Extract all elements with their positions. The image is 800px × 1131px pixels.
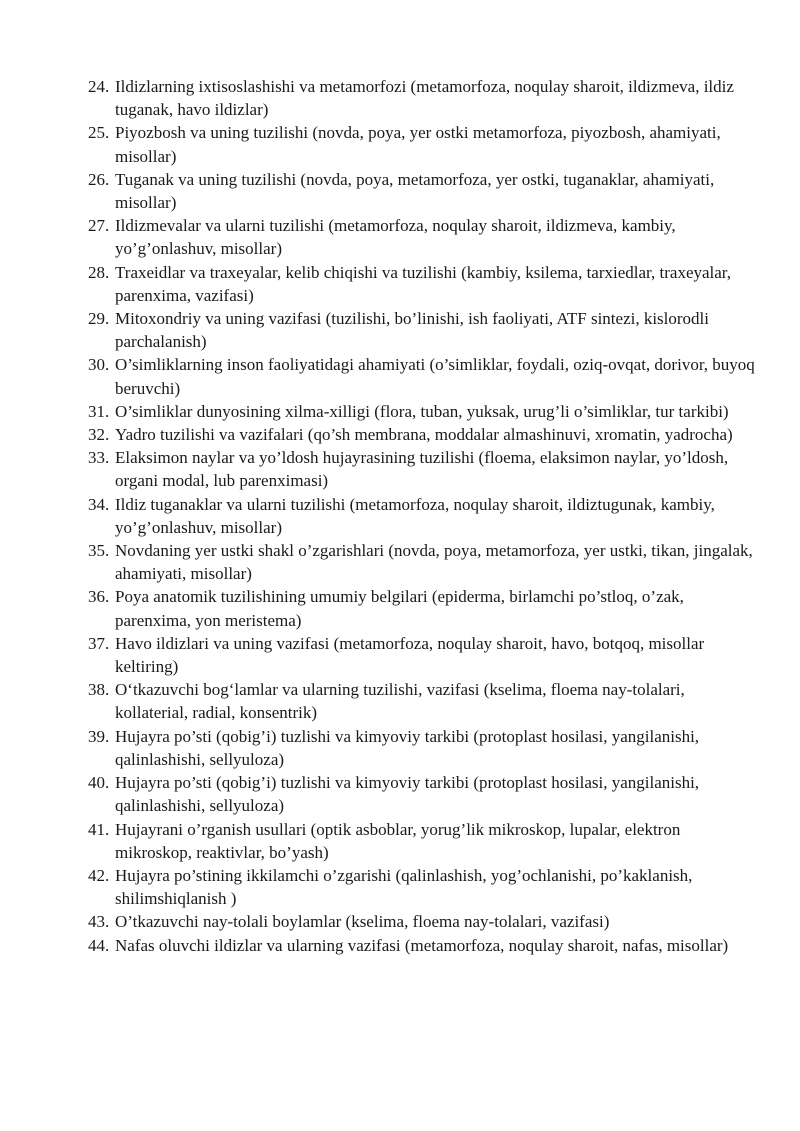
item-text: Mitoxondriy va uning vazifasi (tuzilishi, bo’linishi, ish faoliyati, ATF sintezi, kislorodli parchalanish) [115,309,710,352]
list-item [88,121,758,167]
item-number: 25. [88,123,110,143]
list-item [88,771,758,817]
list-item [88,168,758,214]
item-number: 37. [88,633,110,653]
item-number: 27. [88,216,110,236]
item-text: Piyozbosh va uning tuzilishi (novda, poya, yer ostki metamorfoza, piyozbosh, ahamiyati, misollar) [115,123,721,166]
list-item [88,539,758,585]
item-text: Novdaning yer ustki shakl o’zgarishlari (novda, poya, metamorfoza, yer ustki, tikan, jingalak, ahamiyati, misollar) [115,541,753,584]
question-list [88,75,758,957]
item-text: O‘tkazuvchi bog‘lamlar va ularning tuzilishi, vazifasi (kselima, floema nay-tolalari, kollaterial, radial, konsentrik) [115,680,685,723]
item-number: 40. [88,773,110,793]
item-number: 28. [88,262,110,282]
item-number: 32. [88,425,110,445]
item-text: Hujayra po’stining ikkilamchi o’zgarishi (qalinlashish, yog’ochlanishi, po’kaklanish, shilimshiqlanish ) [115,865,693,909]
item-number: 43. [88,912,110,932]
list-item [88,910,758,933]
item-text: Ildizmevalar va ularni tuzilishi (metamorfoza, noqulay sharoit, ildizmeva, kambiy, yo’g’onlashuv, misollar) [115,216,676,259]
item-text: Havo ildizlari va uning vazifasi (metamorfoza, noqulay sharoit, havo, botqoq, misollar keltiring) [115,633,705,677]
list-item [88,446,758,492]
list-item [88,632,758,678]
list-item [88,307,758,353]
list-item [88,585,758,631]
item-text: O’simliklarning inson faoliyatidagi ahamiyati (o’simliklar, foydali, oziq-ovqat, dorivor, buyoq beruvchi) [115,355,755,398]
item-number: 26. [88,169,110,189]
item-text: O’tkazuvchi nay-tolali boylamlar (kselima, floema nay-tolalari, vazifasi) [115,912,610,932]
item-text: Hujayra po’sti (qobig’i) tuzlishi va kimyoviy tarkibi (protoplast hosilasi, yangilanishi, qalinlashishi, sellyuloza) [115,726,700,769]
item-text: Poya anatomik tuzilishining umumiy belgilari (epiderma, birlamchi po’stloq, o’zak, parenxima, yon meristema) [115,587,684,630]
item-text: Ildizlarning ixtisoslashishi va metamorfozi (metamorfoza, noqulay sharoit, ildizmeva, ildiz tuganak, havo ildizlar) [115,77,734,120]
list-item [88,725,758,771]
list-item [88,864,758,910]
list-item [88,493,758,539]
list-item [88,678,758,724]
item-text: Hujayrani o’rganish usullari (optik asboblar, yorug’lik mikroskop, lupalar, elektron mikroskop, reaktivlar, bo’yash) [115,819,681,862]
list-item [88,261,758,307]
list-item [88,353,758,399]
item-text: Yadro tuzilishi va vazifalari (qo’sh membrana, moddalar almashinuvi, xromatin, yadrocha) [115,425,733,445]
list-item [88,400,758,423]
item-number: 33. [88,448,110,468]
item-number: 42. [88,865,110,885]
item-number: 35. [88,541,110,561]
item-text: Tuganak va uning tuzilishi (novda, poya, metamorfoza, yer ostki, tuganaklar, ahamiyati, misollar) [115,169,715,213]
item-number: 41. [88,819,110,839]
item-number: 36. [88,587,110,607]
item-number: 44. [88,935,110,955]
item-text: Hujayra po’sti (qobig’i) tuzlishi va kimyoviy tarkibi (protoplast hosilasi, yangilanishi, qalinlashishi, sellyuloza) [115,773,700,816]
list-item [88,214,758,260]
item-number: 34. [88,494,110,514]
item-text: Nafas oluvchi ildizlar va ularning vazifasi (metamorfoza, noqulay sharoit, nafas, misollar) [115,935,729,955]
item-number: 39. [88,726,110,746]
list-item [88,934,758,957]
list-item [88,423,758,446]
item-number: 24. [88,77,110,96]
item-number: 31. [88,401,110,421]
list-item [88,818,758,864]
list-item [88,75,758,121]
item-number: 38. [88,680,110,700]
item-number: 30. [88,355,110,375]
item-number: 29. [88,309,110,329]
item-text: Traxeidlar va traxeyalar, kelib chiqishi va tuzilishi (kambiy, ksilema, tarxiedlar, traxeyalar, parenxima, vazifasi) [115,262,732,305]
item-text: Elaksimon naylar va yo’ldosh hujayrasining tuzilishi (floema, elaksimon naylar, yo’ldosh, organi modal, lub parenximasi) [115,448,729,491]
item-text: Ildiz tuganaklar va ularni tuzilishi (metamorfoza, noqulay sharoit, ildiztugunak, kambiy, yo’g’onlashuv, misollar) [115,494,715,537]
item-text: O’simliklar dunyosining xilma-xilligi (flora, tuban, yuksak, urug’li o’simliklar, tur tarkibi) [115,401,729,421]
